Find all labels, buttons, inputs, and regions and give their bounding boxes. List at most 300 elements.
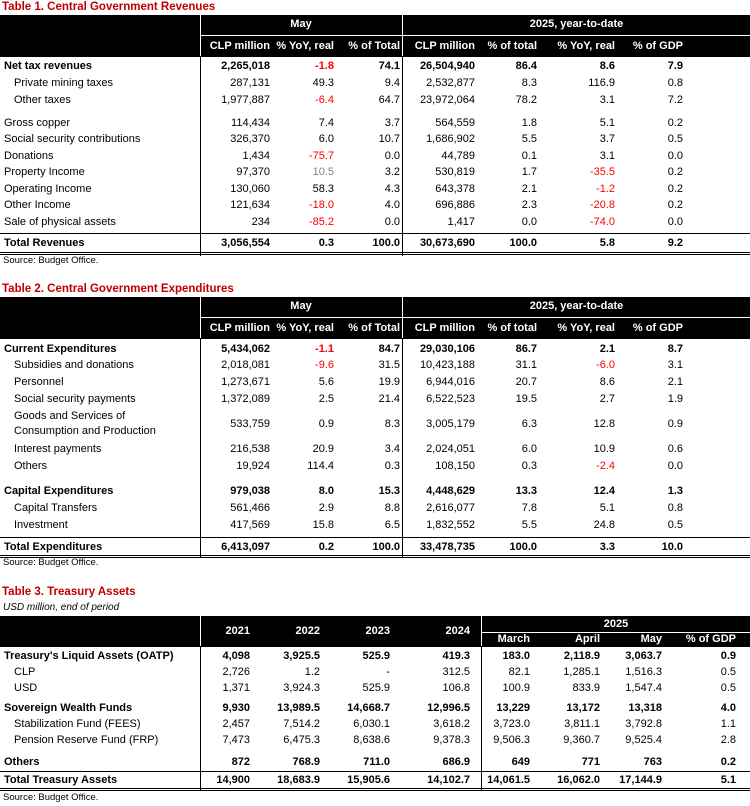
table-cell: 5.1 (599, 117, 615, 129)
table3-col-april: April (574, 633, 600, 645)
table2-title: Table 2. Central Government Expenditures (2, 283, 234, 295)
table-cell: 0.0 (521, 216, 537, 228)
table-cell: 0.5 (720, 682, 736, 694)
table-row (0, 732, 750, 748)
table2-col-clp-may: CLP million (209, 322, 270, 334)
table-cell: 326,370 (230, 133, 270, 145)
table-cell: 4,448,629 (426, 485, 475, 497)
row-label: Goods and Services of (14, 410, 126, 422)
table-cell: 13,989.5 (277, 702, 320, 714)
table-cell: 8.7 (667, 343, 683, 355)
table-row (0, 197, 750, 213)
row-label: CLP (14, 666, 36, 678)
table-row (0, 115, 750, 131)
row-label: Interest payments (14, 443, 102, 455)
table-cell: 564,559 (435, 117, 475, 129)
table2-group-may: May (290, 300, 312, 312)
table-cell: -75.7 (308, 150, 334, 162)
table-cell: 100.0 (372, 237, 400, 249)
table-row (0, 483, 750, 499)
table3-title: Table 3. Treasury Assets (2, 586, 136, 598)
table-cell: 0.0 (667, 216, 683, 228)
table-cell: 1.1 (720, 718, 736, 730)
table-row (0, 341, 750, 357)
table-cell: 4.0 (384, 199, 400, 211)
table3-subtitle: USD million, end of period (3, 602, 120, 613)
table-row (0, 164, 750, 180)
table-cell: 8.8 (384, 502, 400, 514)
table-cell: -20.8 (589, 199, 615, 211)
table-cell: 234 (251, 216, 270, 228)
table-row (0, 754, 750, 770)
table-cell: 13,318 (628, 702, 662, 714)
table-cell: 1,832,552 (426, 519, 475, 531)
table1-rule-bottom (0, 252, 750, 255)
table-row (0, 716, 750, 732)
table-cell: 100.0 (509, 237, 537, 249)
table-cell: 561,466 (230, 502, 270, 514)
table1-col-total-may: % of Total (348, 40, 400, 52)
table-cell: 0.9 (720, 650, 736, 662)
row-label: Other taxes (14, 94, 71, 106)
table-cell: 21.4 (378, 393, 400, 405)
table-cell: 2,616,077 (426, 502, 475, 514)
table-cell: 3.4 (384, 443, 400, 455)
row-label: Donations (4, 150, 54, 162)
table-cell: 58.3 (312, 183, 334, 195)
row-label: Gross copper (4, 117, 71, 129)
table-cell: 116.9 (588, 77, 615, 89)
row-label: Treasury's Liquid Assets (OATP) (4, 650, 174, 662)
table-cell: 686.9 (442, 756, 470, 768)
table-cell: 16,062.0 (557, 774, 600, 786)
table1-rule-top (0, 56, 750, 57)
table-cell: 0.3 (521, 460, 537, 472)
table-cell: 3,005,179 (426, 418, 475, 430)
table-cell: 12.8 (593, 418, 615, 430)
table2-header (0, 297, 750, 338)
table-cell: 1,417 (447, 216, 475, 228)
table-cell: 0.0 (384, 150, 400, 162)
table1-group-ytd: 2025, year-to-date (529, 18, 624, 30)
table3-col-march: March (497, 633, 530, 645)
table-cell: 26,504,940 (419, 60, 475, 72)
table-row (0, 148, 750, 164)
table-cell: 5.6 (318, 376, 334, 388)
table-cell: 8.6 (599, 376, 615, 388)
row-label: Capital Transfers (14, 502, 98, 514)
table-cell: 9.4 (384, 77, 400, 89)
table-cell: 86.4 (515, 60, 537, 72)
table-cell: 121,634 (230, 199, 270, 211)
table-cell: 2,532,877 (426, 77, 475, 89)
table-cell: -18.0 (308, 199, 334, 211)
table-cell: 74.1 (378, 60, 400, 72)
table-cell: 3.3 (599, 541, 615, 553)
table2-rule-bottom (0, 555, 750, 558)
row-label: Others (4, 756, 40, 768)
table-cell: -85.2 (308, 216, 334, 228)
table-cell: 4.3 (384, 183, 400, 195)
table-cell: -2.4 (596, 460, 615, 472)
row-label: Pension Reserve Fund (FRP) (14, 734, 159, 746)
table-cell: 10.9 (593, 443, 615, 455)
row-label: Stabilization Fund (FEES) (14, 718, 141, 730)
table-cell: 6.0 (521, 443, 537, 455)
table-cell: 114,434 (231, 117, 270, 129)
row-label: Property Income (4, 166, 85, 178)
table-row (0, 391, 750, 407)
table1-source: Source: Budget Office. (3, 255, 99, 266)
row-label: Social security payments (14, 393, 136, 405)
table-cell: 9,360.7 (563, 734, 600, 746)
table-cell: 1.9 (667, 393, 683, 405)
table2-group-ytd: 2025, year-to-date (529, 300, 624, 312)
table2-vline-mid (402, 338, 403, 558)
table-cell: 0.5 (667, 133, 683, 145)
table-cell: 30,673,690 (419, 237, 475, 249)
table-cell: 7.8 (521, 502, 537, 514)
table-cell: 5,434,062 (221, 343, 270, 355)
table3-col-may: May (640, 633, 662, 645)
table-row (0, 181, 750, 197)
table-row (0, 700, 750, 716)
table-cell: 4.0 (720, 702, 736, 714)
table-cell: 1.7 (521, 166, 537, 178)
table-cell: 0.3 (384, 460, 400, 472)
table-cell: -1.2 (596, 183, 615, 195)
row-label: Social security contributions (4, 133, 141, 145)
table-cell: 1,434 (242, 150, 270, 162)
table-cell: 0.8 (667, 77, 683, 89)
row-label: Personnel (14, 376, 64, 388)
table-cell: 9,506.3 (493, 734, 530, 746)
table1-vline-left (200, 56, 201, 256)
row-label: Net tax revenues (4, 60, 93, 72)
table-cell: 108,150 (435, 460, 475, 472)
table-cell: 2,018,081 (221, 359, 270, 371)
table-cell: 5.8 (599, 237, 615, 249)
table3-rule-bottom (0, 788, 750, 791)
table-cell: 2.1 (521, 183, 537, 195)
table-cell: 7,473 (222, 734, 250, 746)
table-cell: -9.6 (315, 359, 334, 371)
table-cell: -1.1 (315, 343, 334, 355)
table2-col-total-may: % of Total (348, 322, 400, 334)
table3-vline-mid (481, 646, 482, 790)
table-cell: 5.5 (521, 519, 537, 531)
table-cell: 1.3 (667, 485, 683, 497)
table1-col-clp-may: CLP million (209, 40, 270, 52)
table-cell: 9,378.3 (433, 734, 470, 746)
row-label: Others (14, 460, 48, 472)
table-cell: 15,905.6 (347, 774, 390, 786)
table-cell: 10.7 (378, 133, 400, 145)
table-cell: 771 (581, 756, 600, 768)
table-cell: 3,925.5 (283, 650, 320, 662)
table-cell: 3.1 (599, 150, 615, 162)
table-cell: 130,060 (230, 183, 270, 195)
table1-col-yoy-ytd: % YoY, real (557, 40, 615, 52)
table1-body (0, 56, 750, 256)
table-cell: 6,030.1 (353, 718, 390, 730)
table-cell: 12.4 (593, 485, 615, 497)
table-cell: 6,944,016 (426, 376, 475, 388)
table-cell: 44,789 (441, 150, 475, 162)
row-label: Sale of physical assets (4, 216, 116, 228)
table-cell: 29,030,106 (419, 343, 475, 355)
table-cell: 8,638.6 (353, 734, 390, 746)
table-cell: 6.3 (521, 418, 537, 430)
table-cell: 216,538 (230, 443, 270, 455)
table2-body (0, 338, 750, 560)
table-cell: 3.1 (599, 94, 615, 106)
table-cell: 13,172 (566, 702, 600, 714)
table-cell: 1.8 (521, 117, 537, 129)
table-cell: 525.9 (362, 650, 390, 662)
table2-col-share-ytd: % of total (487, 322, 537, 334)
table-row (0, 458, 750, 474)
table-row (0, 357, 750, 373)
table1-title: Table 1. Central Government Revenues (2, 1, 216, 13)
table-cell: 0.9 (667, 418, 683, 430)
table-cell: 8.3 (384, 418, 400, 430)
table-cell: 2.8 (720, 734, 736, 746)
table-cell: 20.7 (515, 376, 537, 388)
table-cell: 1,977,887 (221, 94, 270, 106)
table-cell: 3,723.0 (493, 718, 530, 730)
table-cell: -6.4 (315, 94, 334, 106)
table-cell: 3.2 (384, 166, 400, 178)
table-cell: 100.0 (372, 541, 400, 553)
table-cell: - (386, 666, 390, 678)
table-cell: 417,569 (230, 519, 270, 531)
table-cell: 2,726 (222, 666, 250, 678)
table-cell: -35.5 (589, 166, 615, 178)
table-cell: 0.2 (667, 166, 683, 178)
row-label: Subsidies and donations (14, 359, 134, 371)
table-cell: 1,372,089 (221, 393, 270, 405)
table-cell: 64.7 (378, 94, 400, 106)
table-cell: 5.1 (720, 774, 736, 786)
table-cell: 0.6 (667, 443, 683, 455)
row-label: Total Expenditures (4, 541, 103, 553)
table2-source: Source: Budget Office. (3, 557, 99, 568)
table-cell: 6.0 (318, 133, 334, 145)
table2-col-gdp-ytd: % of GDP (632, 322, 683, 334)
table-cell: 0.5 (720, 666, 736, 678)
row-label: Capital Expenditures (4, 485, 114, 497)
table-cell: 0.0 (384, 216, 400, 228)
table-cell: 13.3 (515, 485, 537, 497)
table-cell: 10.0 (661, 541, 683, 553)
row-label: Investment (14, 519, 68, 531)
table1-rule-total (0, 233, 750, 234)
table-row (0, 374, 750, 390)
table2-vline-left (200, 338, 201, 558)
table-row (0, 539, 750, 555)
row-label: Other Income (4, 199, 71, 211)
table1-col-yoy-may: % YoY, real (276, 40, 334, 52)
table-cell: 18,683.9 (277, 774, 320, 786)
table-cell: 3,811.1 (564, 718, 600, 730)
table3-col-2021: 2021 (225, 625, 250, 637)
table3-vline-left (200, 646, 201, 790)
table-cell: 33,478,735 (419, 541, 475, 553)
table-cell: 696,886 (435, 199, 475, 211)
table1-col-clp-ytd: CLP million (414, 40, 475, 52)
table-cell: 13,229 (496, 702, 530, 714)
row-label: Total Treasury Assets (4, 774, 118, 786)
table-cell: 82.1 (508, 666, 530, 678)
table-row (0, 772, 750, 788)
table-cell: 100.0 (509, 541, 537, 553)
table-cell: 2.7 (599, 393, 615, 405)
table-cell: 84.7 (378, 343, 400, 355)
table3-source: Source: Budget Office. (3, 792, 99, 803)
table-cell: -74.0 (589, 216, 615, 228)
table-cell: 12,996.5 (427, 702, 470, 714)
table-cell: 78.2 (515, 94, 537, 106)
table-cell: 100.9 (502, 682, 530, 694)
table-cell: 5.5 (521, 133, 537, 145)
row-label: USD (14, 682, 38, 694)
table-cell: 10.5 (312, 166, 334, 178)
table-cell: 7.9 (667, 60, 683, 72)
table-cell: 643,378 (435, 183, 475, 195)
table-row (0, 680, 750, 696)
table-cell: 312.5 (442, 666, 470, 678)
table-cell: 9,930 (222, 702, 250, 714)
table-row (0, 408, 750, 439)
table-cell: 833.9 (572, 682, 600, 694)
table-cell: 6,413,097 (221, 541, 270, 553)
table3-rule-top (0, 646, 750, 647)
table-cell: 8.0 (318, 485, 334, 497)
table-cell: 1,371 (222, 682, 250, 694)
table-cell: 2.3 (521, 199, 537, 211)
table3-col-2024: 2024 (445, 625, 470, 637)
table-cell: 1,516.3 (625, 666, 662, 678)
table1-vline-mid (402, 56, 403, 256)
table-row (0, 500, 750, 516)
table-cell: 114.4 (307, 460, 334, 472)
table-cell: -6.0 (596, 359, 615, 371)
table-cell: 15.8 (312, 519, 334, 531)
table-cell: 0.5 (667, 519, 683, 531)
table-cell: 3,924.3 (283, 682, 320, 694)
table-row (0, 235, 750, 251)
row-label: Total Revenues (4, 237, 85, 249)
table-row (0, 664, 750, 680)
table-cell: 3.1 (667, 359, 683, 371)
table-cell: 2.1 (599, 343, 615, 355)
table-row (0, 441, 750, 457)
table3-rule-total (0, 771, 750, 772)
table-cell: 2.5 (318, 393, 334, 405)
table-cell: 0.1 (521, 150, 537, 162)
table-cell: 19.5 (515, 393, 537, 405)
table2-col-clp-ytd: CLP million (414, 322, 475, 334)
table-cell: 3.7 (599, 133, 615, 145)
table-cell: 768.9 (292, 756, 320, 768)
table-cell: 0.2 (667, 183, 683, 195)
table3-header (0, 616, 750, 646)
table-row (0, 517, 750, 533)
table-cell: 24.8 (593, 519, 615, 531)
table-cell: 14,900 (216, 774, 250, 786)
table-row (0, 648, 750, 664)
table-cell: 183.0 (502, 650, 530, 662)
table-cell: 1,285.1 (563, 666, 600, 678)
table-cell: 6,522,523 (426, 393, 475, 405)
table-row (0, 75, 750, 91)
table-cell: 0.3 (318, 237, 334, 249)
table-cell: 0.2 (318, 541, 334, 553)
table-cell: 106.8 (442, 682, 470, 694)
table-cell: 979,038 (230, 485, 270, 497)
table-cell: 9.2 (667, 237, 683, 249)
table-cell: 14,061.5 (487, 774, 530, 786)
table-cell: 2.9 (318, 502, 334, 514)
table1-col-gdp-ytd: % of GDP (632, 40, 683, 52)
table3-col-2022: 2022 (295, 625, 320, 637)
table-cell: 872 (231, 756, 250, 768)
table-cell: 0.8 (667, 502, 683, 514)
table-cell: 6,475.3 (283, 734, 320, 746)
table-cell: 49.3 (312, 77, 334, 89)
table-cell: 2,118.9 (563, 650, 600, 662)
row-label-line2: Consumption and Production (14, 425, 156, 437)
table2-rule-total (0, 537, 750, 538)
table-cell: 7.4 (318, 117, 334, 129)
table1-group-may: May (290, 18, 312, 30)
table-cell: 31.5 (378, 359, 400, 371)
table-cell: 525.9 (362, 682, 390, 694)
table-cell: 419.3 (442, 650, 470, 662)
table2-rule-top (0, 338, 750, 339)
table-row (0, 131, 750, 147)
table-cell: 0.9 (318, 418, 334, 430)
table-cell: 20.9 (312, 443, 334, 455)
table-cell: 1,547.4 (625, 682, 662, 694)
table3-col-2023: 2023 (365, 625, 390, 637)
table-cell: 2,024,051 (426, 443, 475, 455)
table-cell: 14,668.7 (347, 702, 390, 714)
table-cell: 19,924 (236, 460, 270, 472)
table1-col-share-ytd: % of total (487, 40, 537, 52)
table-cell: 1,273,671 (221, 376, 270, 388)
table-cell: 19.9 (378, 376, 400, 388)
table-cell: 17,144.9 (619, 774, 662, 786)
table-cell: 530,819 (435, 166, 475, 178)
table-cell: 2,457 (222, 718, 250, 730)
table-cell: 763 (643, 756, 662, 768)
row-label: Sovereign Wealth Funds (4, 702, 133, 714)
table-cell: 5.1 (599, 502, 615, 514)
table-cell: 23,972,064 (419, 94, 475, 106)
table3-body (0, 646, 750, 792)
table-cell: 0.2 (720, 756, 736, 768)
table-cell: 3.7 (384, 117, 400, 129)
table-cell: 3,618.2 (433, 718, 470, 730)
table3-group-2025: 2025 (603, 618, 629, 630)
table-cell: 3,792.8 (625, 718, 662, 730)
table-cell: 8.3 (521, 77, 537, 89)
table-cell: 649 (511, 756, 530, 768)
table-cell: 1.2 (304, 666, 320, 678)
table-cell: 8.6 (599, 60, 615, 72)
